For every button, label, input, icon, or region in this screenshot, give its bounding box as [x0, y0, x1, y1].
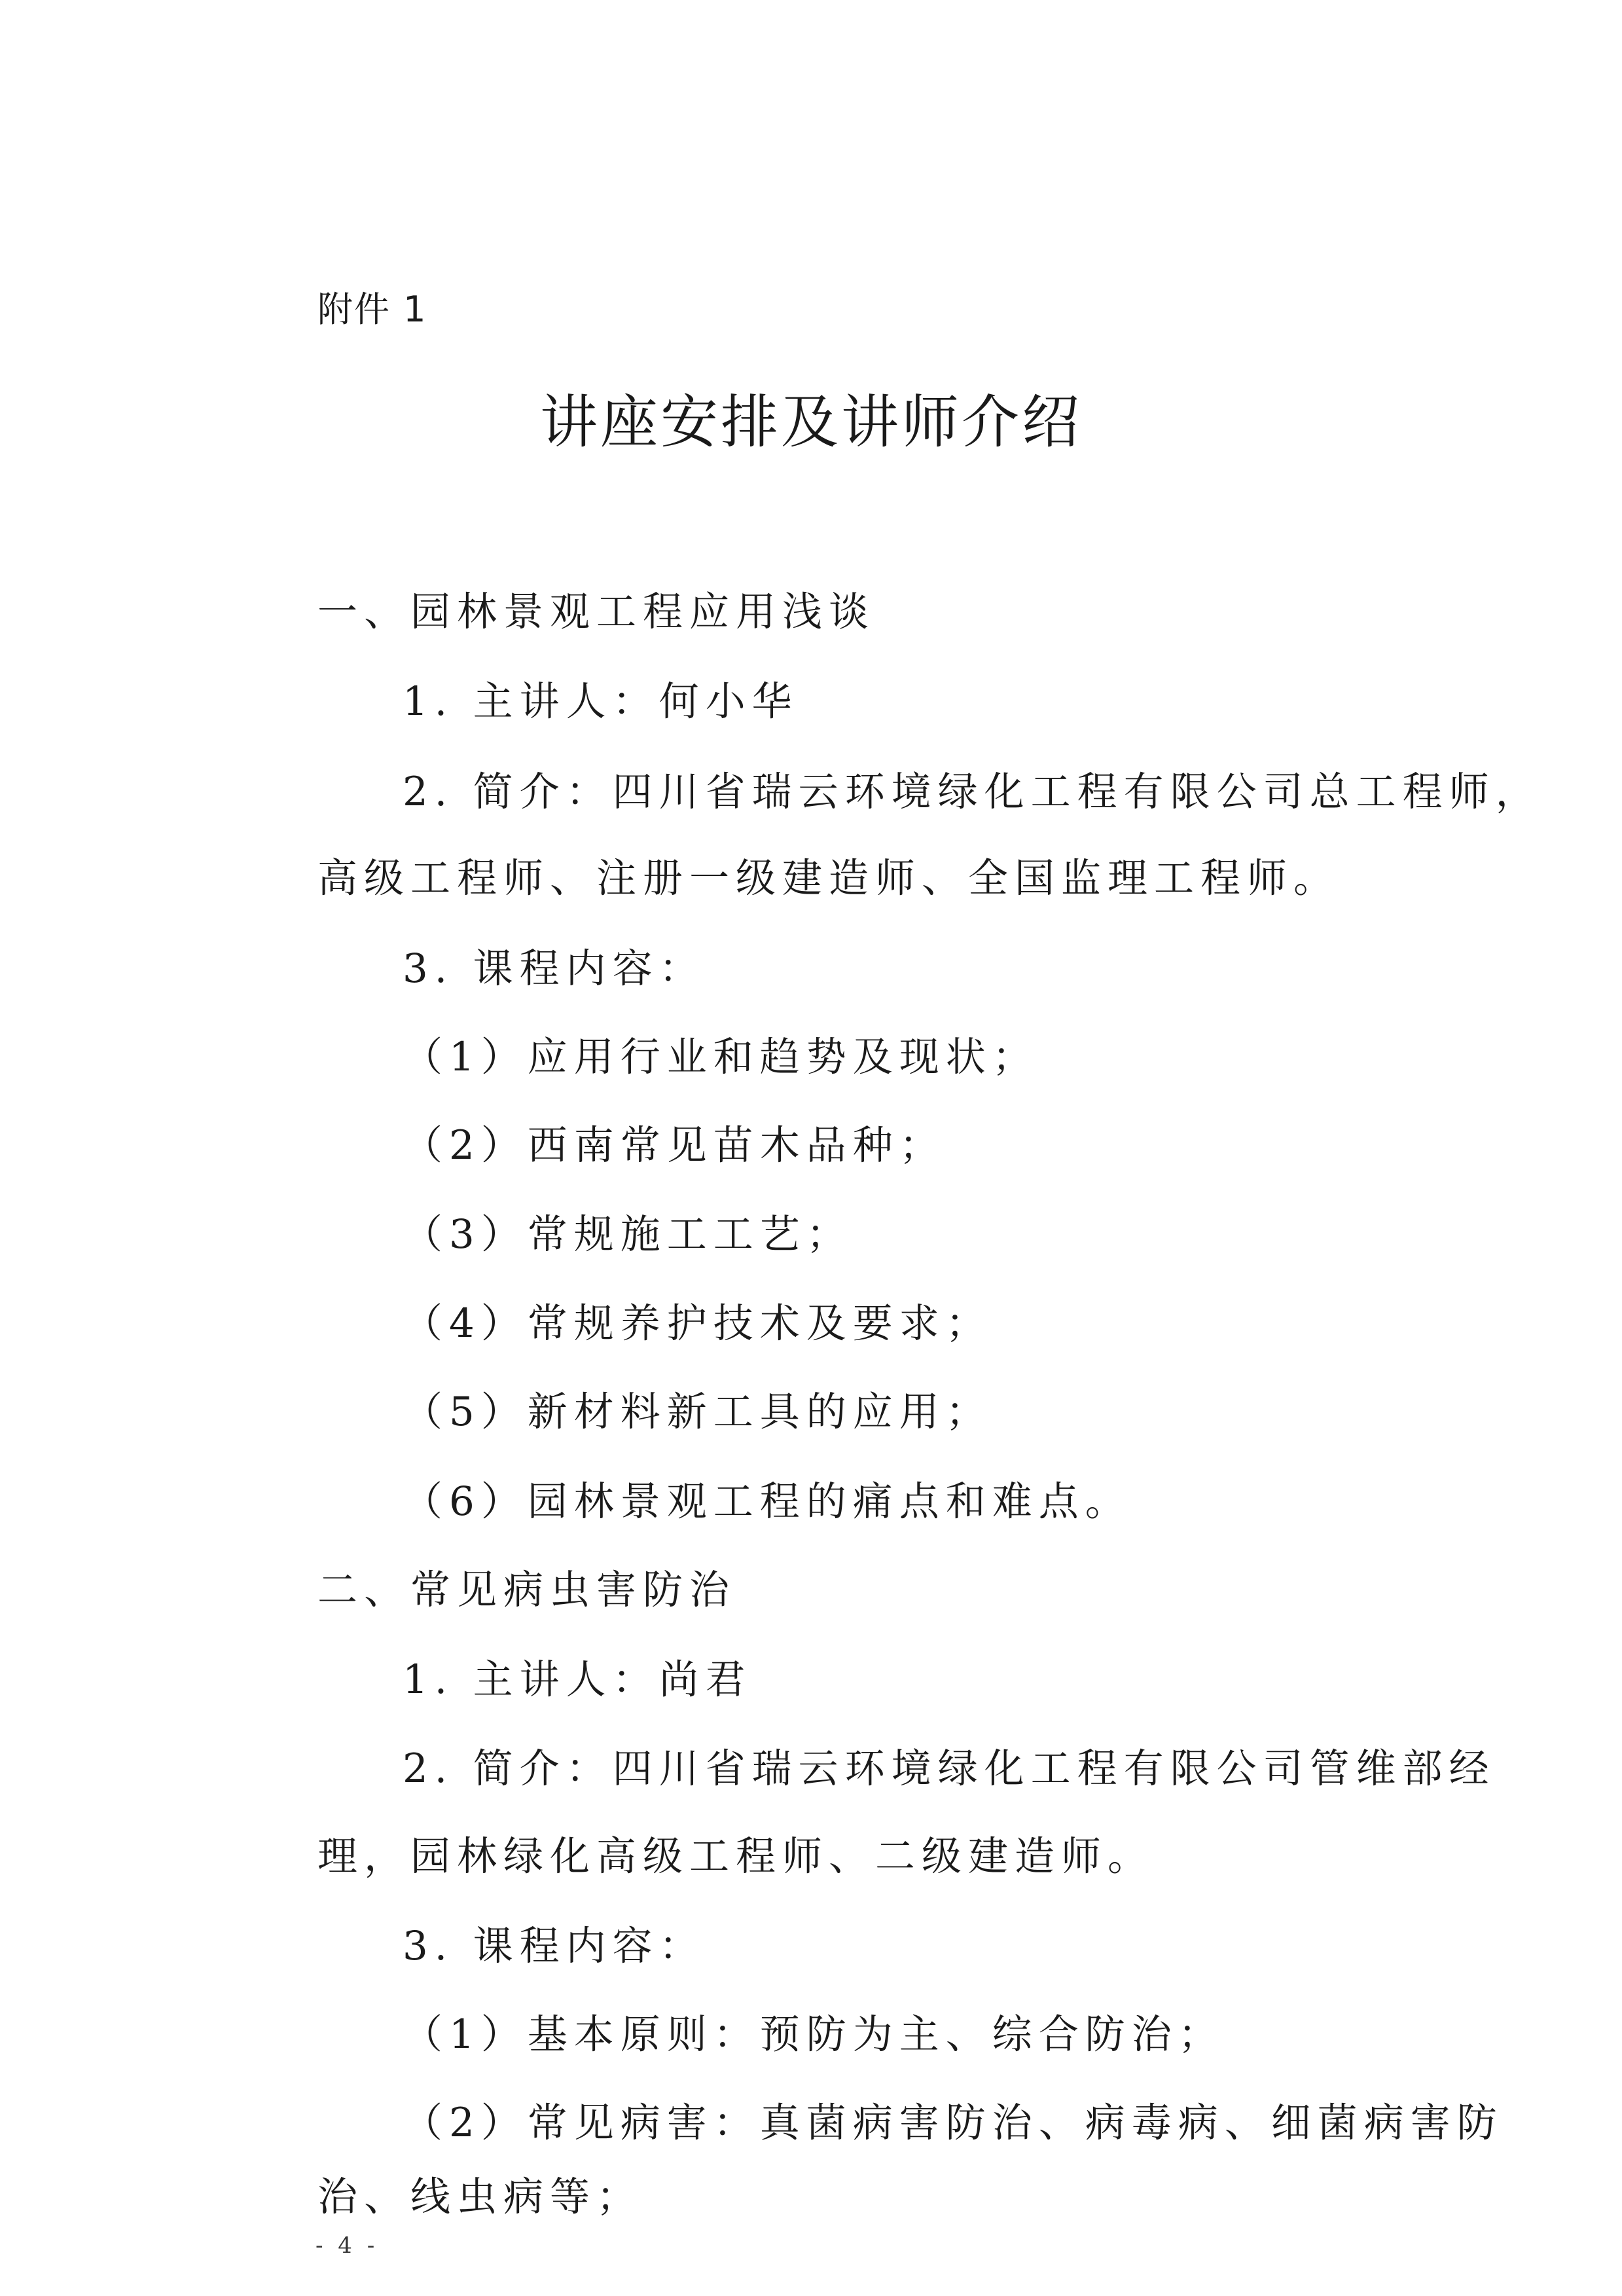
- intro-line: 2. 简介：四川省瑞云环境绿化工程有限公司管维部经: [403, 1745, 1496, 1792]
- speaker-line: 1. 主讲人：何小华: [403, 678, 799, 725]
- list-item: （4）常规养护技术及要求；: [403, 1300, 992, 1347]
- list-item: （5）新材料新工具的应用；: [403, 1389, 992, 1435]
- page-number: - 4 -: [315, 2232, 379, 2259]
- course-content-heading: 3. 课程内容：: [403, 1923, 706, 1969]
- list-item: （2）常见病害：真菌病害防治、病毒病、细菌病害防: [403, 2100, 1504, 2146]
- list-item-continuation: 治、线虫病等；: [317, 2174, 643, 2220]
- list-item: （6）园林景观工程的痛点和难点。: [403, 1478, 1132, 1525]
- course-content-heading: 3. 课程内容：: [403, 945, 706, 992]
- list-item: （1）应用行业和趋势及现状；: [403, 1034, 1039, 1080]
- intro-line: 2. 简介：四川省瑞云环境绿化工程有限公司总工程师，: [403, 769, 1542, 815]
- list-item: （1）基本原则：预防为主、综合防治；: [403, 2011, 1225, 2058]
- section-heading-1: 一、园林景观工程应用浅谈: [317, 589, 876, 635]
- speaker-line: 1. 主讲人：尚君: [403, 1656, 752, 1703]
- list-item: （2）西南常见苗木品种；: [403, 1122, 946, 1169]
- list-item: （3）常规施工工艺；: [403, 1211, 853, 1258]
- intro-continuation: 高级工程师、注册一级建造师、全国监理工程师。: [317, 855, 1341, 902]
- section-heading-2: 二、常见病虫害防治: [317, 1567, 736, 1613]
- page-title: 讲座安排及讲师介绍: [539, 388, 1082, 456]
- intro-continuation: 理，园林绿化高级工程师、二级建造师。: [317, 1833, 1155, 1880]
- attachment-label: 附件 1: [317, 289, 427, 330]
